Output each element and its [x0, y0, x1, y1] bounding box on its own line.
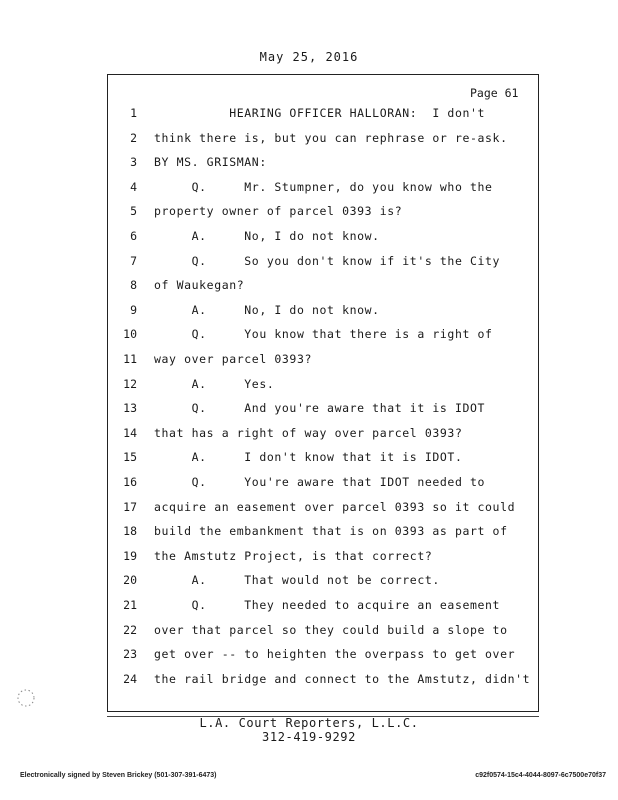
line-number: 2: [130, 130, 137, 145]
line-text: over that parcel so they could build a slope to: [154, 622, 508, 637]
transcript-line: [0, 450, 618, 470]
transcript-line: [0, 327, 618, 347]
line-text: property owner of parcel 0393 is?: [154, 204, 403, 219]
line-number: 8: [130, 278, 137, 293]
transcript-line: [0, 524, 618, 544]
transcript-line: [0, 106, 618, 126]
transcript-line: [0, 672, 618, 692]
line-text: Q. You're aware that IDOT needed to: [154, 475, 486, 489]
line-number: 16: [123, 475, 137, 489]
line-number: 24: [123, 671, 137, 686]
line-number: 5: [130, 204, 137, 219]
line-number: 21: [123, 598, 137, 612]
line-text: that has a right of way over parcel 0393?: [154, 425, 463, 440]
line-number: 3: [130, 155, 137, 170]
transcript-date: May 25, 2016: [259, 50, 359, 64]
transcript-line: [0, 204, 618, 224]
line-number: 19: [123, 548, 137, 563]
line-text: Q. So you don't know if it's the City: [154, 253, 501, 268]
line-number: 15: [123, 450, 137, 465]
transcript-line: [0, 377, 618, 397]
line-number: 14: [123, 425, 137, 440]
line-number: 1: [130, 106, 137, 120]
transcript-line: [0, 229, 618, 249]
transcript-line: [0, 352, 618, 372]
transcript-line: [0, 254, 618, 274]
transcript-line: [0, 500, 618, 520]
line-text: build the embankment that is on 0393 as part of: [154, 524, 508, 539]
transcript-line: [0, 573, 618, 593]
court-reporter-name: L.A. Court Reporters, L.L.C.: [199, 716, 419, 730]
transcript-line: [0, 180, 618, 200]
line-number: 7: [130, 253, 137, 268]
transcript-line: [0, 549, 618, 569]
court-reporter-phone: 312-419-9292: [262, 730, 356, 744]
line-text: the Amstutz Project, is that correct?: [154, 548, 433, 563]
line-number: 22: [123, 622, 137, 637]
electronic-signature-note: Electronically signed by Steven Brickey (501-307-391-6473): [20, 772, 217, 779]
line-number: 10: [123, 327, 137, 342]
transcript-line: [0, 278, 618, 298]
line-text: A. No, I do not know.: [154, 229, 380, 243]
line-text: Q. They needed to acquire an easement: [154, 598, 501, 612]
page-number: Page 61: [470, 86, 519, 100]
transcript-line: [0, 155, 618, 175]
footer: [0, 716, 618, 744]
line-text: HEARING OFFICER HALLORAN: I don't: [154, 106, 486, 120]
line-text: acquire an easement over parcel 0393 so it could: [154, 499, 516, 514]
line-number: 13: [123, 401, 137, 416]
line-text: Q. And you're aware that it is IDOT: [154, 401, 486, 416]
line-number: 11: [123, 352, 137, 366]
transcript-line: [0, 623, 618, 643]
line-text: think there is, but you can rephrase or re-ask.: [154, 130, 508, 145]
line-number: 4: [130, 179, 137, 194]
line-number: 23: [123, 647, 137, 662]
transcript-line: [0, 426, 618, 446]
line-text: Q. You know that there is a right of: [154, 327, 493, 342]
line-text: way over parcel 0393?: [154, 352, 312, 366]
line-number: 12: [123, 376, 137, 391]
line-text: A. I don't know that it is IDOT.: [154, 450, 463, 465]
line-text: BY MS. GRISMAN:: [154, 155, 267, 170]
line-text: get over -- to heighten the overpass to get over: [154, 647, 516, 662]
transcript-line: [0, 303, 618, 323]
transcript-line: [0, 401, 618, 421]
line-text: of Waukegan?: [154, 278, 245, 293]
line-number: 17: [123, 499, 137, 514]
document-hash: c92f0574-15c4-4044-8097-6c7500e70f37: [475, 772, 606, 779]
line-text: the rail bridge and connect to the Amstutz, didn't: [154, 671, 531, 686]
line-number: 18: [123, 524, 137, 539]
punch-hole-mark: [16, 686, 36, 710]
line-number: 20: [123, 573, 137, 588]
transcript-line: [0, 475, 618, 495]
transcript-line: [0, 131, 618, 151]
line-number: 6: [130, 229, 137, 243]
line-text: A. That would not be correct.: [154, 573, 440, 588]
transcript-line: [0, 647, 618, 667]
line-text: A. Yes.: [154, 376, 275, 391]
line-text: A. No, I do not know.: [154, 302, 380, 317]
line-number: 9: [130, 302, 137, 317]
transcript-line: [0, 598, 618, 618]
line-text: Q. Mr. Stumpner, do you know who the: [154, 179, 493, 194]
